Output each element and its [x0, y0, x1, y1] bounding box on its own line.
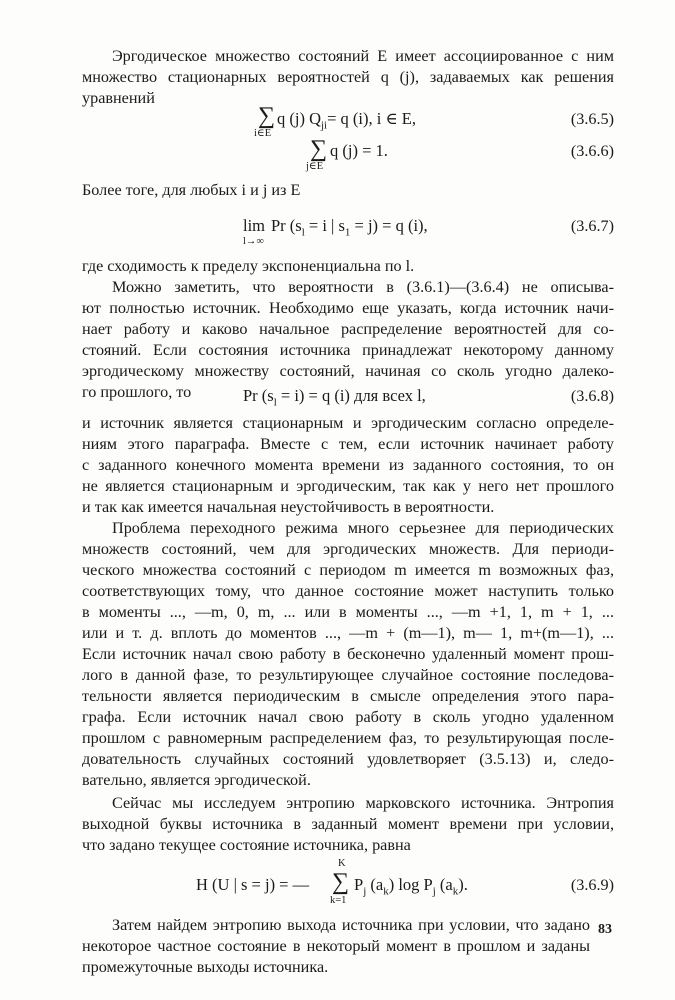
text-line: эргодическому множеству состояний, начиная со сколь угодно далеко-: [82, 362, 614, 380]
sum-symbol: ∑: [310, 136, 328, 162]
eq-part: (a: [366, 875, 384, 894]
equation-number: (3.6.5): [570, 110, 614, 128]
text-line: го прошлого, то: [82, 383, 192, 401]
text-line: уравнений: [82, 89, 155, 107]
eq-sub: k: [383, 885, 389, 898]
text-line: Затем найдем энтропию выхода источника при условии, что задано: [112, 916, 590, 934]
text-line: ниям этого параграфа. Вместе с тем, если источник начинает работу: [82, 435, 614, 453]
text-line: и так как имеется начальная неустойчивость в вероятности.: [82, 498, 495, 516]
eq-part: ).: [458, 875, 468, 894]
eq-sub: j: [432, 885, 436, 898]
text-line: некоторое частное состояние в некоторый момент в прошлом и заданы: [82, 937, 590, 955]
eq-sub: l: [273, 396, 277, 409]
eq-lhs: Pr (s: [243, 386, 274, 405]
sum-limits: i∈E: [254, 128, 272, 139]
sum-symbol: ∑: [258, 103, 276, 129]
eq-rhs: = j) = q (i),: [350, 216, 428, 235]
text-line: нает работу и каково начальное распределение вероятностей для со-: [82, 320, 614, 338]
eq-part: ) log P: [388, 875, 433, 894]
text-line: прошлом с равномерным распределением фаз, то результирующая после-: [82, 729, 614, 747]
page-number: 83: [598, 922, 612, 937]
eq-sub: 1: [344, 226, 351, 239]
text-line: ют полностью источник. Необходимо еще указать, когда источник начи-: [82, 299, 614, 317]
text-line: промежуточные выходы источника.: [82, 958, 329, 976]
text-line: множеств состояний, чем для эргодических множеств. Для периоди-: [82, 540, 614, 558]
text-line: довательность случайных состояний удовлетворяет (3.5.13) и, следо-: [82, 750, 614, 768]
eq-body: q (j) = 1.: [330, 141, 388, 160]
text-line: вательно, является эргодической.: [82, 771, 311, 789]
text-line: Более тоге, для любых i и j из E: [82, 181, 301, 199]
equation-number: (3.6.8): [570, 387, 614, 405]
text-line: с заданного конечного момента времени из заданного состояния, то он: [82, 456, 614, 474]
eq-part: (a: [435, 875, 453, 894]
lim-operator: lim: [243, 216, 266, 235]
text-line: что задано текущее состояние источника, равна: [82, 836, 411, 854]
eq-rhs: = i) = q (i) для всех l,: [276, 386, 426, 405]
text-line: или и т. д. вплоть до моментов ..., —m + (m—1), m— 1, m+(m—1), ...: [82, 624, 614, 642]
lim-limits: l→∞: [243, 236, 264, 247]
sum-symbol: ∑: [332, 869, 350, 895]
text-line: Если источник начал свою работу в бесконечно удаленный момент прош-: [82, 645, 614, 663]
sum-limits: k=1: [330, 895, 347, 906]
eq-lhs: Pr (s: [271, 216, 302, 235]
text-line: не является стационарным и эргодическим, так как у него нет прошлого: [82, 477, 614, 495]
equation-number: (3.6.6): [570, 142, 614, 160]
text-line: ческого множества состояний с периодом m имеется m возможных фаз,: [82, 561, 614, 579]
text-line: множество стационарных вероятностей q (j), задаваемых как решения: [82, 68, 614, 86]
text-line: Проблема переходного режима много серьезнее для периодических: [112, 519, 614, 537]
text-line: Эргодическое множество состояний E имеет ассоциированное с ним: [112, 47, 614, 65]
text-line: лого в данной фазе, то результирующее случайное состояние последова-: [82, 666, 614, 684]
text-line: графа. Если источник начал свою работу в сколь угодно удаленном: [82, 708, 614, 726]
eq-sub: ji: [321, 119, 328, 132]
eq-lhs: q (j) Q: [277, 109, 321, 128]
eq-term: P: [354, 875, 364, 894]
text-line: стояний. Если состояния источника принадлежат некоторому данному: [82, 341, 614, 359]
eq-lhs: H (U | s = j) = —: [196, 875, 310, 894]
eq-sub: j: [363, 885, 367, 898]
text-line: и источник является стационарным и эргодическим согласно определе-: [82, 414, 614, 432]
text-line: выходной буквы источника в заданный момент времени при условии,: [82, 815, 614, 833]
eq-sub: l: [301, 226, 305, 239]
sum-upper: K: [338, 858, 346, 869]
text-line: в моменты ..., —m, 0, m, ... или в моменты ..., —m +1, 1, m + 1, ...: [82, 603, 614, 621]
eq-rhs: = q (i), i ∈ E,: [327, 109, 417, 128]
text-line: Сейчас мы исследуем энтропию марковского источника. Энтропия: [112, 794, 614, 812]
eq-mid: = i | s: [304, 216, 345, 235]
text-line: где сходимость к пределу экспоненциальна по l.: [82, 257, 415, 275]
text-line: соответствующих тому, что данное состояние может наступить только: [82, 582, 614, 600]
text-line: Можно заметить, что вероятности в (3.6.1)—(3.6.4) не описыва-: [112, 278, 614, 296]
sum-limits: j∈E: [306, 161, 324, 172]
eq-sub: k: [452, 885, 459, 898]
equation-number: (3.6.7): [570, 217, 614, 235]
text-line: тельности является периодическим в смысле определения этого пара-: [82, 687, 614, 705]
equation-number: (3.6.9): [570, 876, 614, 894]
